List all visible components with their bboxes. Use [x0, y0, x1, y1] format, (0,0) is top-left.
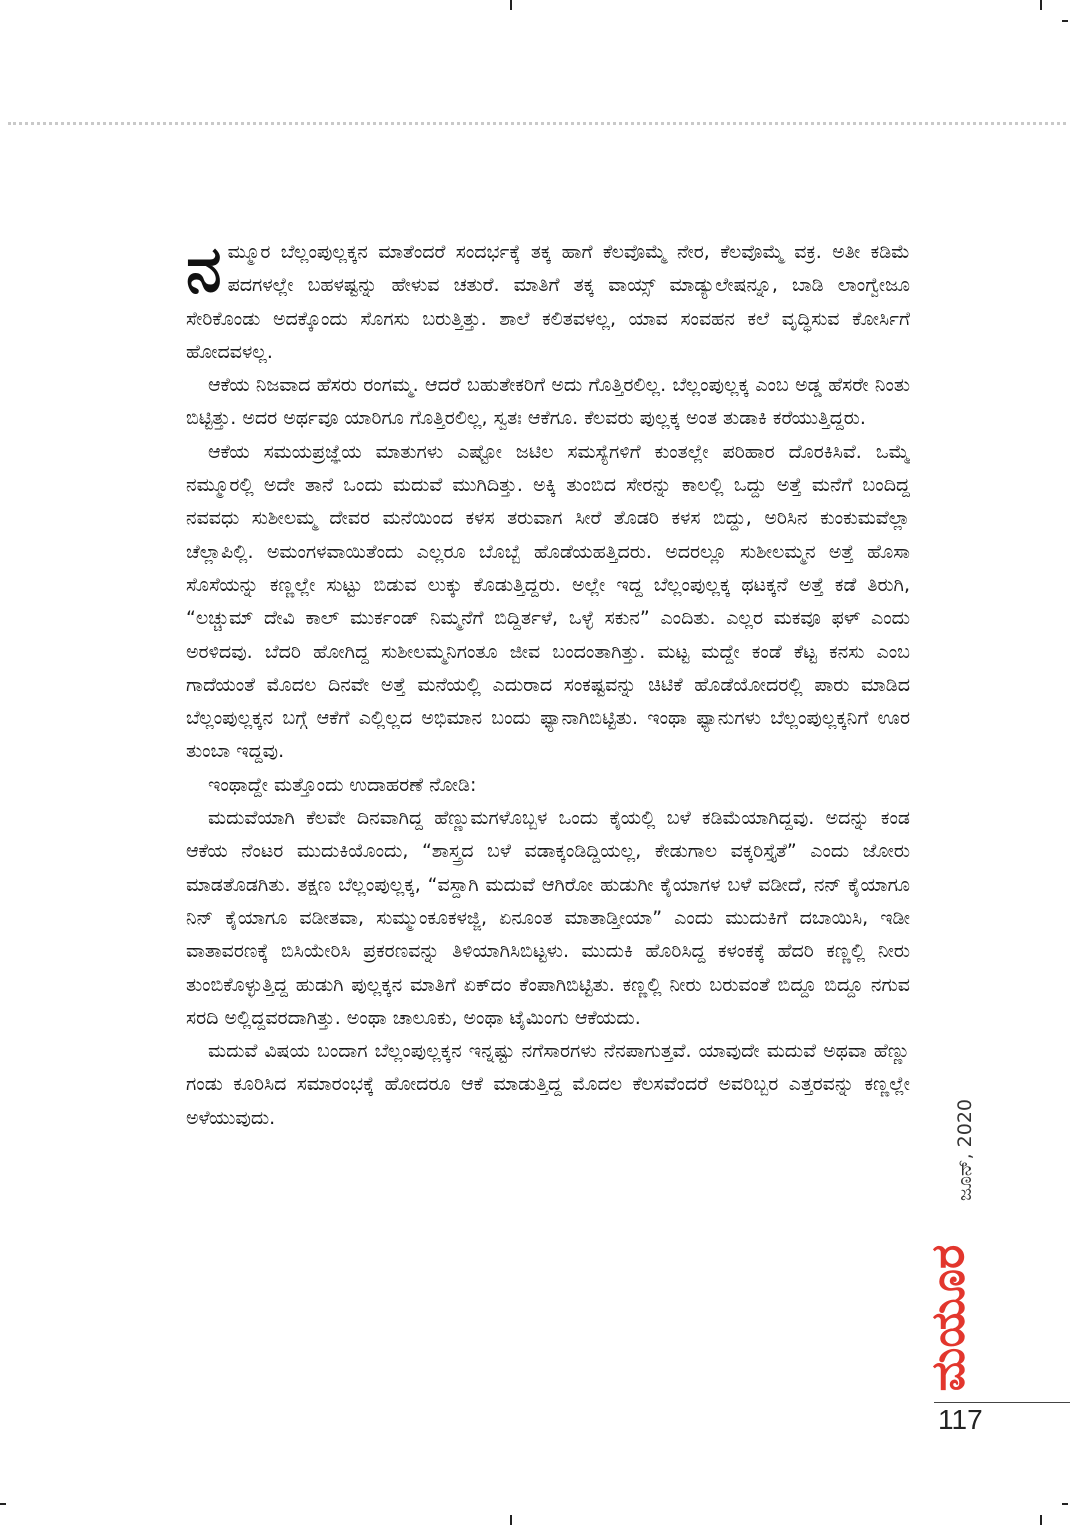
drop-cap: ನ	[186, 236, 222, 307]
page-number-rule	[934, 1402, 1070, 1403]
magazine-name-text: ಮಯೂರ	[920, 1244, 975, 1392]
article-paragraph	[186, 236, 910, 369]
article-paragraph: ಮದುವೆಯಾಗಿ ಕೆಲವೇ ದಿನವಾಗಿದ್ದ ಹೆಣ್ಣುಮಗಳೊಬ್ಬಳ ಒಂದು ಕೈಯಲ್ಲಿ ಬಳೆ ಕಡಿಮೆಯಾಗಿದ್ದವು. ಅದನ್ನು ಕಂಡ ಆಕೆಯ ನೆಂಟರ ಮುದುಕಿಯೊಂದು, “ಶಾಸ್ತ್ರದ ಬಳೆ ವಡಾಕ್ಕಂಡಿದ್ದಿಯಲ್ಲ, ಕೇಡುಗಾಲ ವಕ್ಕರಿಸ್ತೈತೆ” ಎಂದು ಜೋರು ಮಾಡತೊಡಗಿತು. ತಕ್ಷಣ ಬೆಲ್ಲಂಪುಲ್ಲಕ್ಕ, “ವಸ್ದಾಗಿ ಮದುವೆ ಆಗಿರೋ ಹುಡುಗೀ ಕೈಯಾಗಳ ಬಳೆ ವಡೀದೆ, ನನ್ ಕೈಯಾಗೂ ನಿನ್ ಕೈಯಾಗೂ ವಡೀತವಾ, ಸುಮ್ಮುಂಕೂಕಳಜ್ಜಿ, ಏನೂಂತ ಮಾತಾಡ್ತೀಯಾ” ಎಂದು ಮುದುಕಿಗೆ ದಬಾಯಿಸಿ, ಇಡೀ ವಾತಾವರಣಕ್ಕೆ ಬಿಸಿಯೇರಿಸಿ ಪ್ರಕರಣವನ್ನು ತಿಳಿಯಾಗಿಸಿಬಿಟ್ಟಳು. ಮುದುಕಿ ಹೊರಿಸಿದ್ದ ಕಳಂಕಕ್ಕೆ ಹೆದರಿ ಕಣ್ಣಲ್ಲಿ ನೀರು ತುಂಬಿಕೊಳ್ಳುತ್ತಿದ್ದ ಹುಡುಗಿ ಪುಲ್ಲಕ್ಕನ ಮಾತಿಗೆ ಏಕ್‌ದಂ ಕೆಂಪಾಗಿಬಿಟ್ಟಿತು. ಕಣ್ಣಲ್ಲಿ ನೀರು ಬರುವಂತೆ ಬಿದ್ದೂ ಬಿದ್ದೂ ನಗುವ ಸರದಿ ಅಲ್ಲಿದ್ದವರದಾಗಿತ್ತು. ಅಂಥಾ ಚಾಲೂಕು, ಅಂಥಾ ಟೈಮಿಂಗು ಆಕೆಯದು.	[186, 807, 910, 1029]
issue-date	[930, 1080, 1000, 1220]
article-paragraph: ಮದುವೆ ವಿಷಯ ಬಂದಾಗ ಬೆಲ್ಲಂಪುಲ್ಲಕ್ಕನ ಇನ್ನಷ್ಟು ನಗೆಸಾರಗಳು ನೆನಪಾಗುತ್ತವೆ. ಯಾವುದೇ ಮದುವೆ ಅಥವಾ ಹೆಣ್ಣು ಗಂಡು ಕೂರಿಸಿದ ಸಮಾರಂಭಕ್ಕೆ ಹೋದರೂ ಆಕೆ ಮಾಡುತ್ತಿದ್ದ ಮೊದಲ ಕೆಲಸವೆಂದರೆ ಅವರಿಬ್ಬರ ಎತ್ತರವನ್ನು ಕಣ್ಣಲ್ಲೇ ಅಳೆಯುವುದು.	[186, 1040, 910, 1129]
article-body	[186, 236, 910, 1396]
crop-mark	[1040, 1515, 1042, 1525]
article-paragraph: ಆಕೆಯ ಸಮಯಪ್ರಜ್ಞೆಯ ಮಾತುಗಳು ಎಷ್ಟೋ ಜಟಿಲ ಸಮಸ್ಯೆಗಳಿಗೆ ಕುಂತಲ್ಲೇ ಪರಿಹಾರ ದೊರಕಿಸಿವೆ. ಒಮ್ಮೆ ನಮ್ಮೂರಲ್ಲಿ ಅದೇ ತಾನೆ ಒಂದು ಮದುವೆ ಮುಗಿದಿತ್ತು. ಅಕ್ಕಿ ತುಂಬಿದ ಸೇರನ್ನು ಕಾಲಲ್ಲಿ ಒದ್ದು ಅತ್ತೆ ಮನೆಗೆ ಬಂದಿದ್ದ ನವವಧು ಸುಶೀಲಮ್ಮ ದೇವರ ಮನೆಯಿಂದ ಕಳಸ ತರುವಾಗ ಸೀರೆ ತೊಡರಿ ಕಳಸ ಬಿದ್ದು, ಅರಿಸಿನ ಕುಂಕುಮವೆಲ್ಲಾ ಚೆಲ್ಲಾಪಿಲ್ಲಿ. ಅಮಂಗಳವಾಯಿತೆಂದು ಎಲ್ಲರೂ ಬೊಬ್ಬೆ ಹೊಡೆಯಹತ್ತಿದರು. ಅದರಲ್ಲೂ ಸುಶೀಲಮ್ಮನ ಅತ್ತೆ ಹೊಸಾ ಸೊಸೆಯನ್ನು ಕಣ್ಣಲ್ಲೇ ಸುಟ್ಟು ಬಿಡುವ ಲುಕ್ಕು ಕೊಡುತ್ತಿದ್ದರು. ಅಲ್ಲೇ ಇದ್ದ ಬೆಲ್ಲಂಪುಲ್ಲಕ್ಕ ಥಟಕ್ಕನೆ ಅತ್ತೆ ಕಡೆ ತಿರುಗಿ, “ಲಚ್ಚುಮ್ ದೇವಿ ಕಾಲ್ ಮುರ್ಕಂಡ್ ನಿಮ್ಮನೆಗೆ ಬಿದ್ದಿರ್ತಳೆ, ಒಳ್ಳೆ ಸಕುನ” ಎಂದಿತು. ಎಲ್ಲರ ಮಕವೂ ಫಳ್ ಎಂದು ಅರಳಿದವು. ಬೆದರಿ ಹೋಗಿದ್ದ ಸುಶೀಲಮ್ಮನಿಗಂತೂ ಜೀವ ಬಂದಂತಾಗಿತ್ತು. ಮಟ್ಟ ಮದ್ದೇ ಕಂಡೆ ಕೆಟ್ಟ ಕನಸು ಎಂಬ ಗಾದೆಯಂತೆ ಮೊದಲ ದಿನವೇ ಅತ್ತೆ ಮನೆಯಲ್ಲಿ ಎದುರಾದ ಸಂಕಷ್ಟವನ್ನು ಚಿಟಿಕೆ ಹೊಡೆಯೋದರಲ್ಲಿ ಪಾರು ಮಾಡಿದ ಬೆಲ್ಲಂಪುಲ್ಲಕ್ಕನ ಬಗ್ಗೆ ಆಕೆಗೆ ಎಲ್ಲಿಲ್ಲದ ಅಭಿಮಾನ ಬಂದು ಫ್ಯಾನಾಗಿಬಿಟ್ಟಿತು. ಇಂಥಾ ಫ್ಯಾನುಗಳು ಬೆಲ್ಲಂಪುಲ್ಲಕ್ಕನಿಗೆ ಊರ ತುಂಬಾ ಇದ್ದವು.	[186, 440, 910, 763]
crop-mark	[1062, 20, 1068, 22]
issue-date-text: ಜೂನ್, 2020	[954, 1098, 977, 1202]
header-dotted-divider	[8, 122, 1066, 125]
article-paragraph: ಇಂಥಾದ್ದೇ ಮತ್ತೊಂದು ಉದಾಹರಣೆ ನೋಡಿ:	[208, 773, 477, 796]
crop-mark	[0, 1503, 6, 1505]
crop-mark	[510, 0, 512, 10]
crop-mark	[1040, 0, 1042, 10]
paragraph-text: ಮ್ಮೂರ ಬೆಲ್ಲಂಪುಲ್ಲಕ್ಕನ ಮಾತೆಂದರೆ ಸಂದರ್ಭಕ್ಕೆ ತಕ್ಕ ಹಾಗೆ ಕೆಲವೊಮ್ಮೆ ನೇರ, ಕೆಲವೊಮ್ಮೆ ವಕ್ರ. ಅತೀ ಕಡಿಮೆ ಪದಗಳಲ್ಲೇ ಬಹಳಷ್ಟನ್ನು ಹೇಳುವ ಚತುರೆ. ಮಾತಿಗೆ ತಕ್ಕ ವಾಯ್ಸ್ ಮಾಡ್ಯುಲೇಷನ್ನೂ, ಬಾಡಿ ಲಾಂಗ್ವೇಜೂ ಸೇರಿಕೊಂಡು ಅದಕ್ಕೊಂದು ಸೊಗಸು ಬರುತ್ತಿತ್ತು. ಶಾಲೆ ಕಲಿತವಳಲ್ಲ, ಯಾವ ಸಂವಹನ ಕಲೆ ವೃದ್ಧಿಸುವ ಕೋರ್ಸಿಗೆ ಹೋದವಳಲ್ಲ.	[186, 241, 910, 363]
page-number: 117	[938, 1404, 983, 1435]
crop-mark	[510, 1515, 512, 1525]
magazine-logo	[918, 1228, 978, 1408]
crop-mark	[1062, 1503, 1068, 1505]
article-paragraph: ಆಕೆಯ ನಿಜವಾದ ಹೆಸರು ರಂಗಮ್ಮ. ಆದರೆ ಬಹುತೇಕರಿಗೆ ಅದು ಗೊತ್ತಿರಲಿಲ್ಲ. ಬೆಲ್ಲಂಪುಲ್ಲಕ್ಕ ಎಂಬ ಅಡ್ಡ ಹೆಸರೇ ನಿಂತು ಬಿಟ್ಟಿತ್ತು. ಅದರ ಅರ್ಥವೂ ಯಾರಿಗೂ ಗೊತ್ತಿರಲಿಲ್ಲ, ಸ್ವತಃ ಆಕೆಗೂ. ಕೆಲವರು ಪುಲ್ಲಕ್ಕ ಅಂತ ತುಡಾಕಿ ಕರೆಯುತ್ತಿದ್ದರು.	[186, 374, 910, 430]
